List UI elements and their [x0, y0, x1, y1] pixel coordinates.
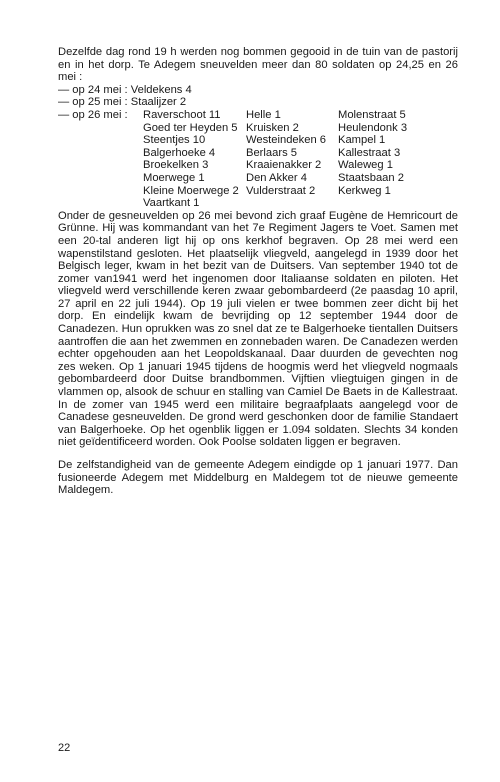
paragraph-spacer	[58, 449, 458, 459]
location-entry: Kerkweg 1	[338, 184, 391, 197]
location-entry: Kallestraat 3	[338, 146, 401, 159]
location-entry: Staatsbaan 2	[338, 171, 404, 184]
location-entry: Westeindeken 6	[246, 134, 327, 147]
body-paragraph: Onder de gesneuvelden op 26 mei bevond zich graaf Eugène de Hemricourt de Grünne. Hij was kommandant van het 7e Regiment Jagers te Voet. Samen met een 20-tal anderen ligt hij op ons kerkhof begraven. Op 28 mei werd een wapenstilstand gesloten. Het plaatselijk vliegveld, aangelegd in 1939 door het Belgisch leger, kwam in het bezit van de Duitsers. Van september 1940 tot de zomer van1941 werd het ingenomen door Italiaanse soldaten en piloten. Het vliegveld werd verschillende keren zwaar gebombardeerd (2e paasdag 10 april, 27 april en 22 juli 1944). Op 19 juli vielen er twee bommen zeer dicht bij het dorp. En eindelijk kwam de bevrijding op 12 september 1944 door de Canadezen. Hun oprukken was zo snel dat ze te Balgerhoeke tientallen Duitsers aantroffen die aan het zwemmen en zonnebaden waren. De Canadezen werden echter opgehouden aan het Leopoldskanaal. Daar duurden de gevechten nog zes weken. Op 1 januari 1945 tijdens de hoogmis werd het vliegveld nogmaals gebombardeerd door Duitse brandbommen. Vijftien vliegtuigen gingen in de vlammen op, alsook de schuur en stalling van Camiel De Baets in de Kallestraat. In de zomer van 1945 werd een militaire begraafplaats aangelegd voor de Canadese gesneuvelden. De grond werd geschonken door de familie Standaert van Balgerhoeke. Op het ogenblik liggen er 1.094 soldaten. Slechts 34 konden niet geïdentificeerd worden. Ook Poolse soldaten liggen er begraven.	[58, 209, 458, 449]
location-entry: Vaartkant 1	[143, 197, 200, 210]
location-entry: Heulendonk 3	[338, 121, 408, 134]
location-entry: Berlaars 5	[246, 146, 297, 159]
location-entry: Moerwege 1	[143, 171, 205, 184]
list-item-may25: — op 25 mei : Staalijzer 2	[58, 96, 187, 109]
location-entry: Broekelken 3	[143, 159, 209, 172]
location-entry	[338, 197, 407, 210]
location-entry: Kraaienakker 2	[246, 159, 322, 172]
location-entry: Kleine Moerwege 2	[143, 184, 239, 197]
location-entry: Goed ter Heyden 5	[143, 121, 238, 134]
casualty-list	[58, 84, 458, 210]
intro-paragraph: Dezelfde dag rond 19 h werden nog bommen gegooid in de tuin van de pastorij en in het dorp. Te Adegem sneuvelden meer dan 80 soldaten op 24,25 en 26 mei :	[58, 46, 458, 84]
may26-label: — op 26 mei :	[58, 108, 128, 121]
closing-paragraph: De zelfstandigheid van de gemeente Adegem eindigde op 1 januari 1977. Dan fusioneerde Adegem met Middelburg en Maldegem tot de nieuwe gemeente Maldegem.	[58, 459, 458, 497]
page-number: 22	[58, 742, 71, 754]
location-entry: Helle 1	[246, 108, 281, 121]
location-entry: Kampel 1	[338, 134, 386, 147]
location-entry: Raverschoot 11	[143, 108, 221, 121]
location-entry: Vulderstraat 2	[246, 184, 316, 197]
location-grid	[143, 109, 407, 210]
location-entry: Kruisken 2	[246, 121, 299, 134]
location-entry: Waleweg 1	[338, 159, 393, 172]
location-entry	[246, 197, 338, 210]
list-item-may24: — op 24 mei : Veldekens 4	[58, 83, 192, 96]
location-entry: Steentjes 10	[143, 134, 206, 147]
location-entry: Molenstraat 5	[338, 108, 406, 121]
page-content	[58, 46, 458, 497]
location-entry: Balgerhoeke 4	[143, 146, 216, 159]
list-item-may26	[58, 109, 458, 210]
location-entry: Den Akker 4	[246, 171, 307, 184]
